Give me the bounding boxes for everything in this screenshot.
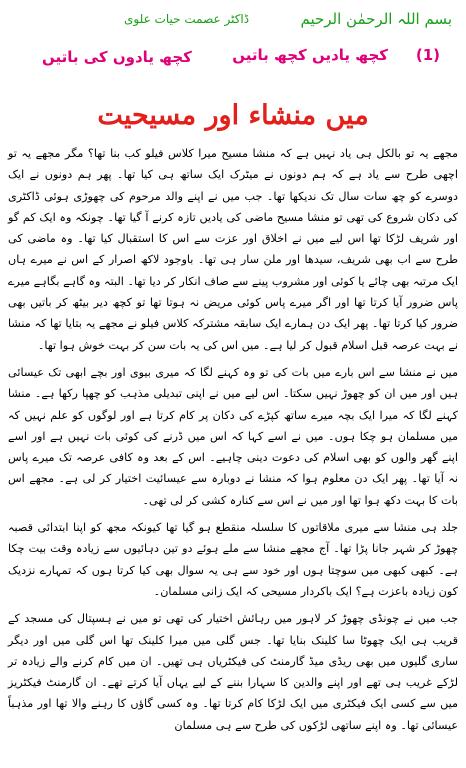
paragraph-4: جب میں نے چونڈی چھوڑ کر لاہور میں رہائش اختیار کی تھی تو میں نے ہسپتال کی مسجد کے قریب ہی ایک چھوٹا سا کلینک بنایا تھا۔ جس گلی میں میرا کلینک تھا اس گلی میں اور دیگر ساری گلیوں میں بھی ریڈی میڈ گارمنٹ کی فیکٹریاں ہی تھیں۔ ان میں کام کرنے والے زیادہ تر لڑکے غریب ہی تھے اور اپنے والدین کا سہارا بننے کے لیے یہاں آیا کرتے تھے۔ ان گارمنٹ فیکٹریز میں سے کسی ایک فیکٹری میں ایک لڑکا کام کرتا تھا۔ وہ کسی گاؤں کا رہنے والا تھا اور مذہباً عیسائی تھا۔ وہ اپنے ساتھی لڑکوں کی طرح سے ہی مسلمان xyxy=(8,612,458,732)
paragraph-1: مجھے یہ تو بالکل ہی یاد نہیں ہے کہ منشا مسیح میرا کلاس فیلو کب بنا تھا؟ مگر مجھے یہ تو اچھی طرح سے یاد ہے کہ ہم دونوں نے میٹرک ایک ساتھ ہی کیا تھا۔ پھر ہم دونوں نے ایک دوسرے کو چھ سات سال تک ندیکھا تھا۔ جب میں نے اپنے والد مرحوم کی چھوڑی ہوئی ڈاکٹری کی دکان شروع کی تھی تو منشا مسیح ماضی کی یادیں تازہ کرنے آ گیا تھا۔ چونکہ وہ ایک کم گو اور شریف لڑکا تھا اس لیے میں نے اخلاق اور عزت سے اس کا استقبال کیا تھا۔ وہ ماضی کی طرح سے اب بھی شریف، سیدھا اور ملن سار ہی تھا۔ باوجود لاکھ اصرار کے اس نے میرے ہاں ایک مرتبہ بھی چائے یا کوئی اور مشروب پینے سے صاف انکار کر دیا تھا۔ البتہ وہ گاہے بگاہے میرے پاس ضرور آیا کرتا تھا اور اگر میرے پاس کوئی مریض نہ ہوتا تھا تو کچھ دیر بیٹھ کر باتیں بھی ضرور کیا کرتا تھا۔ پھر ایک دن ہمارے ایک سابقہ مشترکہ کلاس فیلو نے مجھے یہ بتایا تھا کہ منشا نے بہت عرصہ قبل اسلام قبول کر لیا ہے۔ میں اس کی یہ بات سن کر بہت خوش ہوا تھا۔ xyxy=(8,147,458,352)
series-title-right: کچھ یادیں کچھ باتیں xyxy=(232,46,388,64)
article-body xyxy=(8,143,458,736)
paragraph-3: جلد ہی منشا سے میری ملاقاتوں کا سلسلہ منقطع ہو گیا تھا کیونکہ مجھ کو اپنا ابتدائی قصبہ چھوڑ کر شہر جانا پڑا تھا۔ آج مجھے منشا سے ملے ہوئے دو تین دہائیوں سے زیادہ وقت بیت چکا ہے۔ کبھی کبھی میں سوچتا ہوں اور خود سے ہی یہ سوال بھی کیا کرتا ہوں کہ تمہارے نزدیک کون زیادہ باعزت ہے؟ ایک باکردار مسیحی کہ ایک زانی مسلمان۔ xyxy=(8,521,458,598)
series-title-left: کچھ یادوں کی باتیں xyxy=(42,48,192,66)
paragraph-2: میں نے منشا سے اس بارے میں بات کی تو وہ کہنے لگا کہ میری بیوی اور بچے ابھی تک عیسائی ہیں اور میں ان کو چھوڑ نہیں سکتا۔ اس لیے میں نے اپنی تبدیلی مذہب کو چھپا رکھا ہے۔ منشا کہنے لگا کہ میرا ایک بچہ میرے ساتھ کپڑے کی دکان پر کام کرتا ہے اور لوگوں کو علم نہیں کہ میں مسلمان ہو چکا ہوں۔ میں نے اسے کہا کہ اس میں ڈرنے کی کوئی بات نہیں ہے اور اسے اپنے گھر والوں کو بھی اسلام کی دعوت دینی چاہیے۔ اس کے بعد وہ کافی عرصہ تک میرے پاس نہ آیا تھا۔ پھر ایک دن معلوم ہوا کہ منشا نے دوبارہ سے عیسائیت اختیار کر لی ہے۔ مجھے اس بات کا بہت دکھ ہوا تھا اور میں نے اس سے کنارہ کشی کر لی تھی۔ xyxy=(8,365,458,507)
page-header xyxy=(8,4,458,84)
article-title: میں منشاء اور مسیحیت xyxy=(97,100,369,131)
series-number: (1) xyxy=(415,46,440,64)
author-name: ڈاکٹر عصمت حیات علوی xyxy=(124,12,250,26)
bismillah-text: بسم اللہ الرحمٰن الرحیم xyxy=(300,10,452,28)
